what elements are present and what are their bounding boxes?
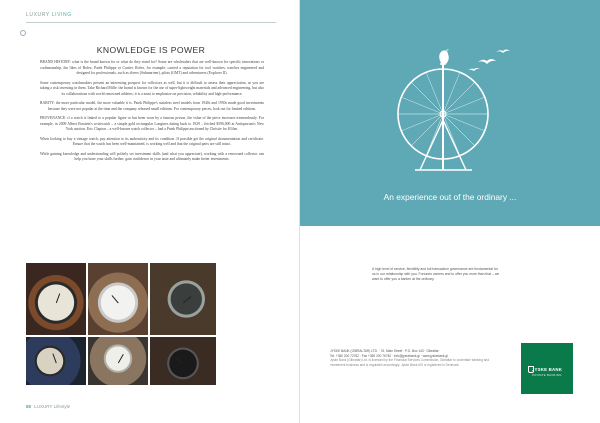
perched-bird-icon [439,50,449,64]
ad-image-panel [300,0,600,226]
watch-photo [88,263,148,335]
watch-photo [88,337,148,385]
logo-wordmark: JYSKE BANK [531,367,563,372]
contact-phone: Tel. +350 200 72782 · Fax +350 200 76782 · info@jyskebank.gi · www.jyskebank.gi [330,353,448,358]
section-header-accent: LIVING [51,12,72,18]
paragraph-contemporary: Some contemporary watchmakers present an interesting prospect for collectors as well, but it is difficult to assess their appreciation, as you are taking a risk investing in them. Take Richard Mille: the brand is known for the use of super-lightweight materials and advanced engineering, but also its collaborations with world renowned athletes; it is a must to emphasize on precision, reliability and high-performance. [40,80,264,96]
regulatory-fine-print: Jyske Bank (Gibraltar) Ltd. is licensed by the Financial Services Commission, Gibraltar to undertake banking and investment business and is regulated accordingly. Jyske Bank A/S is registered in Denmark. [330,358,490,367]
ad-tagline: An experience out of the ordinary ... [383,192,517,202]
paragraph-rarity: RARITY: the more particular model, the more valuable it is. Patek Philippe's stainless steel models from 1940s and 1950s made good investments because they were not popular at the time and the company released small editions. For contemporary pieces, look out for limited editions. [40,101,264,111]
contact-block [330,349,505,367]
contact-address: JYSKE BANK (GIBRALTAR) LTD. · 76, Main Street · P.O. Box 143 · Gibraltar [330,349,439,353]
bird-icon [496,50,510,54]
header-rule [26,22,276,23]
page-folio [26,404,70,409]
watch-photo [150,337,216,385]
bird-icon [468,68,480,71]
paragraph-brand-history: BRAND HISTORY: what is the brand known for or what do they stand for? Some are wholesalers that are well-known for specific innovations or craftsmanship, the likes of Rolex, Patek Philippe or Cartier. Rolex, for example, carried a reputation for tool watches; watches engineered and designed for professionals, such as divers (Submariner), pilots (GMT) and adventurers (Explorer II). [40,60,264,76]
jyske-bank-logo [521,343,573,394]
bird-icon [478,59,496,64]
ad-copy: A high level of service, flexibility and full transaction governance are fundamental for us in our relationship with you. Fortunes owners and to offer you more than that – we want to offer you a banker at the ordinary. [372,267,500,281]
watch-photo [26,263,86,335]
watch-photo [150,263,216,335]
section-header-prefix: LUXURY [26,12,50,18]
folio-label: LUXURY Lifestyle [34,404,71,409]
article-title: KNOWLEDGE IS POWER [96,45,206,55]
logo-subtitle: PRIVATE BANKING [532,373,562,377]
watch-photo-grid [26,263,216,385]
right-page [300,0,600,423]
section-header [26,12,72,18]
bullet-circle-icon [20,30,26,36]
watch-photo [26,337,86,385]
paragraph-provenance: PROVENANCE: if a watch is linked to a popular figure or has been worn by a famous person, the value of the piece increases tremendously. For example, in 2009 Albert Einstein's wristwatch – a simple gold rectangular Longines dating back to 1929 – fetched $596,000 at Antiquorum's New York auction. Eric Clapton – a well-known watch collector – had a Patek Philippe auctioned by Christie for $3.6m. [40,116,264,132]
page-number: 88 [26,404,32,409]
paragraph-knowledge: While gaining knowledge and understanding will politely set investment skills (and what you appreciate), working with a renowned collector can help you hone your skills further, gain confidence in your taste and ultimately make better investments. [40,151,264,162]
article-body [40,60,264,167]
paragraph-vintage: When looking to buy a vintage watch, pay attention to its authenticity and its condition. If possible get the original documentation and certificate. Ensure that the watch has been well-maintained, is working well and that the original parts are still intact. [40,136,264,147]
